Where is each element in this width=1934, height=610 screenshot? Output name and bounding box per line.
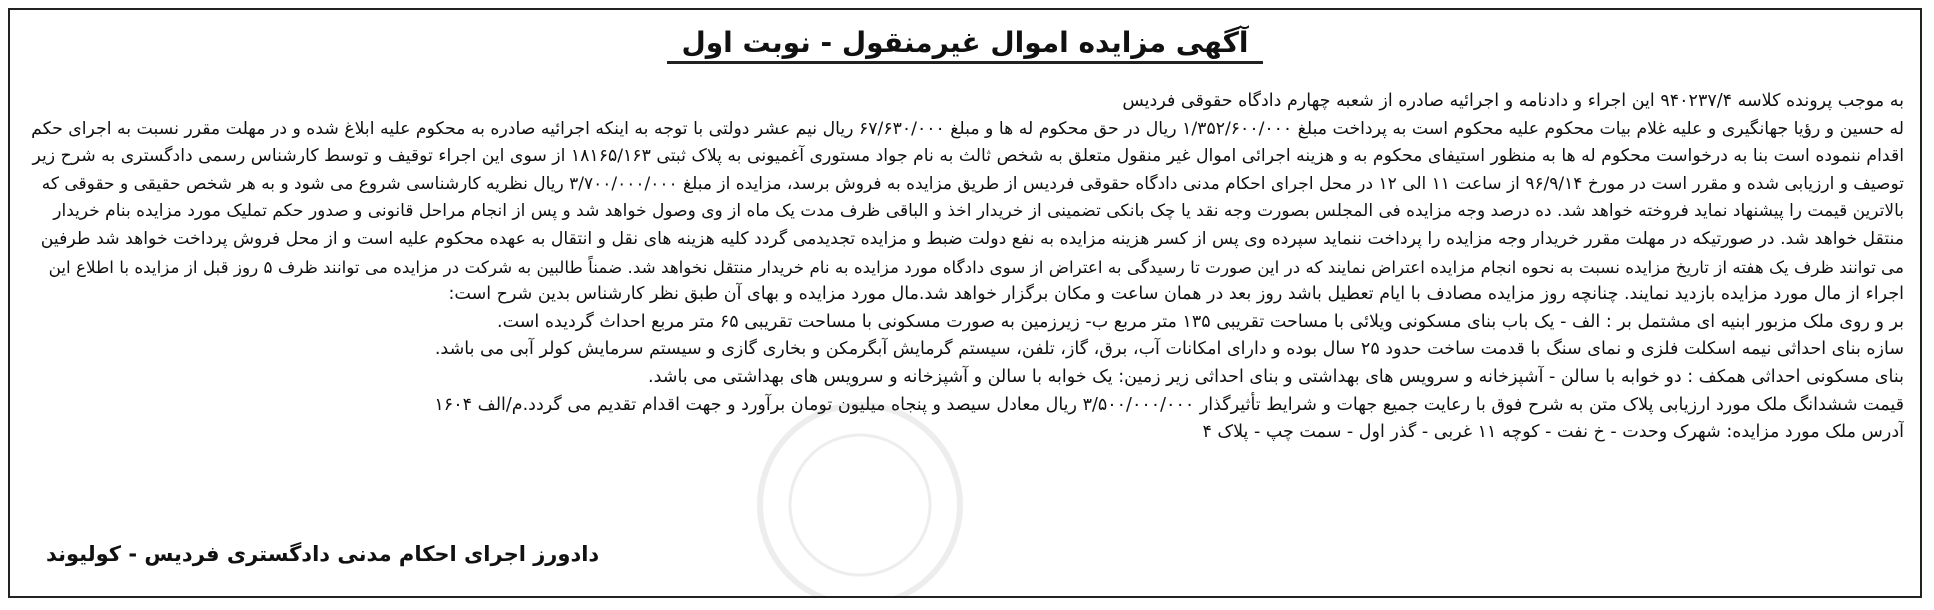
notice-frame [8, 8, 1922, 598]
body-line: منتقل خواهد شد. در صورتیکه در مهلت مقرر خریدار وجه مزایده را پرداخت ننماید سپرده وی پس از کسر هزینه مزایده به نفع دولت ضبط و مزایده تجدیدمی گردد کلیه هزینه های نقل و انتقال به عهده محکوم علیه است و از محل فروش پرداخت خواهد شد طرفین [40, 228, 1904, 249]
title-container [10, 16, 1920, 72]
body-line: اقدام ننموده است بنا به درخواست محکوم له ها به منظور استیفای محکوم به و هزینه اجرائی اموال غیر منقول متعلق به شخص ثالث به نام جواد مستوری آغمیونی به پلاک ثبتی ۱۸۱۶۵/۱۶۳ از سوی این اجراء توقیف و توسط کارشناس رسمی دادگستری به شرح زیر [32, 146, 1904, 167]
body-line: توصیف و ارزیابی شده و مقرر است در مورخ ۹۶/۹/۱۴ از ساعت ۱۱ الی ۱۲ در محل اجرای احکام مدنی دادگاه حقوقی فردیس از طریق مزایده به فروش برسد، مزایده از مبلغ ۳/۷۰۰/۰۰۰/۰۰۰ ریال نظریه کارشناسی شروع می شود و به هر شخص حقیقی و حقوقی که [41, 173, 1904, 194]
body-line: سازه بنای احداثی نیمه اسکلت فلزی و نمای سنگ با قدمت ساخت حدود ۲۵ سال بوده و دارای امکانات آب، برق، گاز، تلفن، سیستم گرمایش آبگرمکن و بخاری گازی و سیستم سرمایش کولر آبی می باشد. [434, 339, 1904, 360]
body-line: به موجب پرونده کلاسه ۹۴۰۲۳۷/۴ این اجراء و دادنامه و اجرائیه صادره از شعبه چهارم دادگاه حقوقی فردیس [1122, 91, 1904, 111]
body-line: می توانند ظرف یک هفته از تاریخ مزایده نسبت به نحوه انجام مزایده اعتراض نمایند که در این صورت تا رسیدگی به اعتراض از سوی دادگاه مورد مزایده به نام خریدار منتقل نخواهد شد. ضمناً طالبین به شرکت در مزایده می توانند ظرف ۵ روز قبل از مزایده با اطلاع این [48, 256, 1904, 277]
body-line: له حسین و رؤیا جهانگیری و علیه غلام بیات محکوم علیه محکوم است به پرداخت مبلغ ۱/۳۵۲/۶۰۰/۰۰۰ ریال در حق محکوم له ها و مبلغ ۶۷/۶۳۰/۰۰۰ ریال نیم عشر دولتی با توجه به اینکه اجرائیه صادره به محکوم علیه ابلاغ شده و در مهلت مقرر نسبت به اجرای حکم [31, 118, 1904, 139]
body-line: بنای مسکونی احداثی همکف : دو خوابه با سالن - آشپزخانه و سرویس های بهداشتی و بنای احداثی زیر زمین: یک خوابه با سالن و آشپزخانه و سرویس های بهداشتی می باشد. [648, 366, 1904, 387]
body-line: بالاترین قیمت را پیشنهاد نماید فروخته خواهد شد. ده درصد وجه مزایده فی المجلس بصورت وجه نقد یا چک بانکی تضمینی از خریدار اخذ و الباقی ظرف مدت یک ماه از وی وصول خواهد شد و پس از انجام مراحل قانونی و صدور حکم تملیک مورد مزایده بنام خریدار [53, 201, 1904, 222]
body-line: قیمت ششدانگ ملک مورد ارزیابی پلاک متن به شرح فوق با رعایت جمیع جهات و شرایط تأثیرگذار ۳/۵۰۰/۰۰۰/۰۰۰ ریال معادل سیصد و پنجاه میلیون تومان برآورد و جهت اقدام تقدیم می گردد.م/الف ۱۶۰۴ [434, 394, 1904, 415]
body-line: اجراء از مال مورد مزایده بازدید نمایند. چنانچه روز مزایده مصادف با ایام تعطیل باشد روز بعد در همان ساعت و مکان برگزار خواهد شد.مال مورد مزایده و بهای آن طبق نظر کارشناس بدین شرح است: [448, 284, 1904, 305]
body-line: آدرس ملک مورد مزایده: شهرک وحدت - خ نفت - کوچه ۱۱ غربی - گذر اول - سمت چپ - پلاک ۴ [1202, 422, 1904, 443]
body-line: بر و روی ملک مزبور ابنیه ای مشتمل بر : الف - یک باب بنای مسکونی ویلائی با مساحت تقریبی ۱۳۵ متر مربع ب- زیرزمین به صورت مسکونی با مساحت تقریبی ۶۵ متر مربع احداث گردیده است. [497, 311, 1904, 332]
signature-line: دادورز اجرای احکام مدنی دادگستری فردیس - کولیوند [46, 542, 600, 566]
notice-title: آگهی مزایده اموال غیرمنقول - نوبت اول [667, 24, 1262, 64]
notice-body [30, 88, 1904, 447]
